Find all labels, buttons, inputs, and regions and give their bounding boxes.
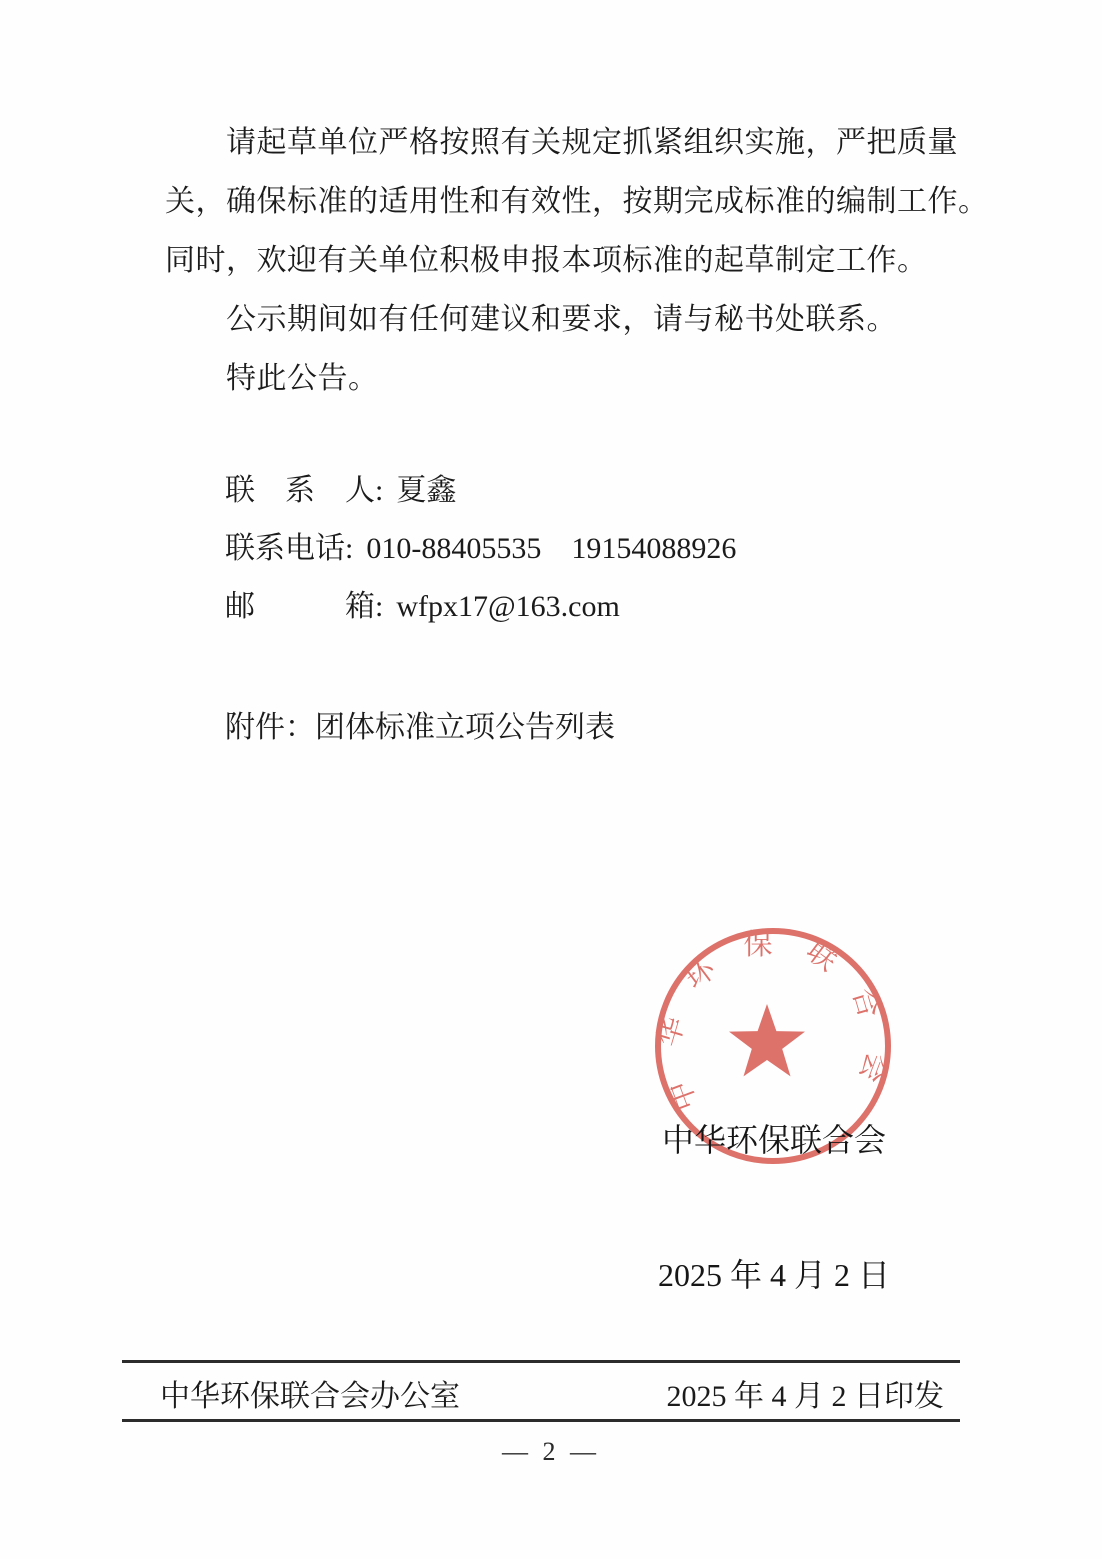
body-line: 同时，欢迎有关单位积极申报本项标准的起草制定工作。	[165, 244, 928, 277]
contact-phone-row	[225, 520, 736, 578]
body-line: 关，确保标准的适用性和有效性，按期完成标准的编制工作。	[165, 185, 989, 218]
contact-email-row	[225, 578, 736, 636]
footer-print-date: 2025 年 4 月 2 日印发	[666, 1380, 944, 1413]
contact-phone-value: 010-88405535 19154088926	[366, 532, 737, 565]
signature-org: 中华环保联合会	[661, 1122, 886, 1158]
footer-rule-top	[122, 1360, 960, 1363]
body-line: 公示期间如有任何建议和要求，请与秘书处联系。	[226, 303, 897, 336]
signature-block	[613, 1028, 935, 1388]
page-number: — 2 —	[502, 1437, 600, 1466]
body-line: 请起草单位严格按照有关规定抓紧组织实施，严把质量	[226, 126, 958, 159]
footer-rule-bottom	[122, 1419, 960, 1422]
signature-date: 2025 年 4 月 2 日	[657, 1257, 890, 1293]
body-paragraphs	[165, 113, 989, 408]
contact-person-label: 联 系 人:	[225, 474, 384, 507]
footer-issuer: 中华环保联合会办公室	[160, 1380, 460, 1413]
footer-row	[122, 1368, 960, 1418]
contact-block	[225, 462, 736, 636]
seal-ring-text: 中华环保联合会	[653, 928, 893, 1115]
contact-email-label: 邮 箱:	[225, 590, 384, 623]
attachment-line: 附件：团体标准立项公告列表	[225, 711, 615, 744]
contact-email-value: wfpx17@163.com	[396, 590, 620, 623]
body-line: 特此公告。	[226, 362, 379, 395]
contact-person-row	[225, 462, 736, 520]
contact-person-value: 夏鑫	[396, 474, 457, 507]
contact-phone-label: 联系电话:	[225, 532, 354, 565]
